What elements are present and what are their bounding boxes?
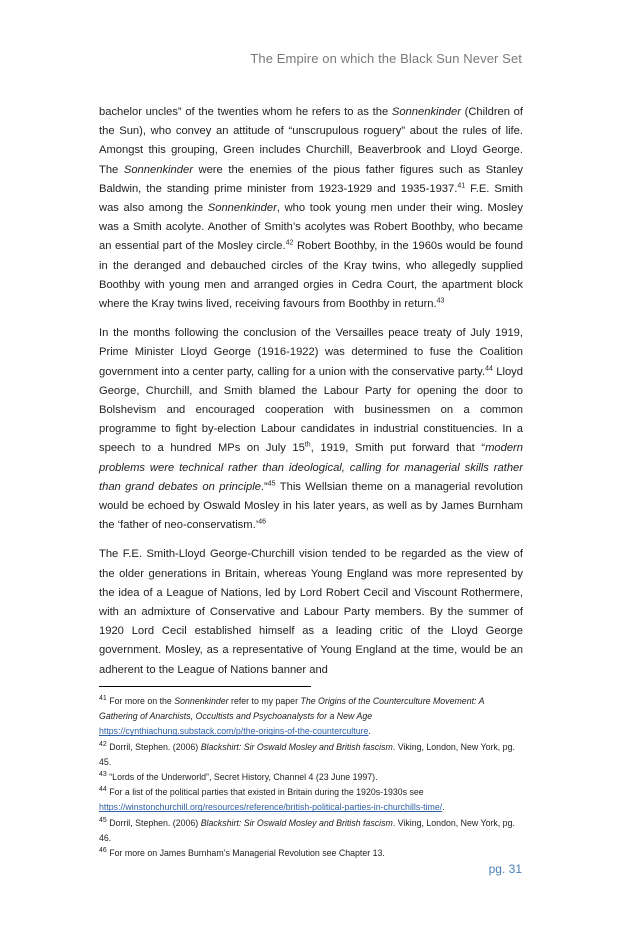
text-run: F.E. Smith was also among the [99, 182, 523, 215]
footnote [99, 816, 523, 846]
italic-text: Sonnenkinder [391, 106, 461, 118]
text-run: . Viking, London, New York, pg. 46. [99, 817, 515, 843]
text-run: , 1919, Smith put forward that “ [310, 442, 486, 455]
footnote-ref: 41 [457, 182, 466, 190]
footnote [99, 785, 523, 815]
italic-text: Sonnenkinder [123, 163, 193, 176]
paragraph [99, 103, 523, 314]
footnote-ref: 42 [99, 740, 107, 748]
footnotes [99, 694, 523, 861]
text-run: . Viking, London, New York, pg. 45. [99, 741, 515, 767]
footnote-link[interactable]: https://winstonchurchill.org/resources/reference/british-political-parties-in-churchills-time/ [99, 802, 443, 813]
text-run: , who took young men under their wing. Mosley was a Smith acolyte. Another of Smith’s acolytes was Robert Boothby, who became an essential part of the Mosley circle. [99, 202, 523, 253]
italic-text: Sonnenkinder [207, 202, 277, 215]
text-run: Dorril, Stephen. (2006) [106, 817, 201, 828]
text-run: were the enemies of the pious father figures such as Stanley Baldwin, the standing prime minister from 1923-1929 and 1935-1937. [99, 163, 524, 195]
paragraph [99, 324, 523, 535]
text-run: Robert Boothby, in the 1960s would be found in the deranged and debauched circles of the Kray twins, who allegedly supplied Boothby with young men and arranged orgies in Cedra Court, the apartment block where the Kray twins lived, receiving favours from Boothby in return. [99, 240, 524, 311]
paragraph [99, 545, 523, 679]
text-run: bachelor uncles” of the twenties whom he refers to as the [99, 106, 392, 118]
footnote-ref: 44 [99, 786, 107, 794]
text-run: In the months following the conclusion of the Versailles peace treaty of July 1919, Prime Minister Lloyd George (1916-1922) was determined to fuse the Coalition government into a center party, calling for a union with the conservative party. [99, 327, 523, 378]
italic-text: Blackshirt: Sir Oswald Mosley and British fascism [200, 741, 393, 752]
text-run: .” [260, 480, 268, 493]
running-header: The Empire on which the Black Sun Never Set [250, 51, 522, 66]
text-run: This Wellsian theme on a managerial revolution would be echoed by Oswald Mosley in his later years, as well as by James Burnham the ‘father of neo-conservatism.’ [99, 480, 523, 532]
text-run: Lloyd George, Churchill, and Smith blamed the Labour Party for opening the door to Bolshevism and encouraged cooperation with businessmen on a common programme to fight by-election Labour candidates in industrial constituencies. In a speech to a hundred MPs on July 15 [99, 365, 523, 455]
footnote [99, 770, 523, 785]
text-run: The F.E. Smith-Lloyd George-Churchill vision tended to be regarded as the view of the older generations in Britain, whereas Young England was more represented by the idea of a League of Nations, led by Lord Robert Cecil and Viscount Rothermere, with an admixture of Conservative and Labour Party members. By the summer of 1920 Lord Cecil established himself as a leading critic of the Lloyd George government. Mosley, as a representative of Young England at the time, would be an adherent to the League of Nations banner and [99, 548, 523, 676]
italic-text: The Origins of the Counterculture Movement: A Gathering of Anarchists, Occultists and Psychoanalysts for a New Age [99, 696, 485, 722]
text-run: For more on the [106, 696, 175, 706]
footnote-ref: 45 [99, 816, 107, 824]
text-run: “Lords of the Underworld”, Secret History, Channel 4 (23 June 1997). [106, 772, 378, 783]
footnote-ref: 41 [99, 695, 107, 703]
footnote-ref: th [304, 441, 311, 449]
text-run: (Children of the Sun), who convey an attitude of “unscrupulous roguery” about the rules of life. Amongst this grouping, Green includes Churchill, Beaverbrook and Lloyd George. The [99, 106, 523, 176]
text-run: For a list of the political parties that existed in Britain during the 1920s-1930s see [106, 787, 424, 798]
page-number: pg. 31 [488, 862, 522, 876]
footnote-link[interactable]: https://cynthiachung.substack.com/p/the-origins-of-the-counterculture [99, 726, 369, 737]
footnote [99, 694, 523, 740]
footnote-ref: 45 [267, 480, 276, 488]
footnote-ref: 42 [285, 239, 294, 247]
italic-text: Sonnenkinder [174, 696, 229, 706]
italic-text: Blackshirt: Sir Oswald Mosley and British fascism [200, 817, 393, 828]
footnote [99, 740, 523, 770]
footnote-separator [99, 686, 311, 687]
footnote [99, 846, 523, 861]
body-text [99, 103, 523, 690]
text-run: refer to my paper [228, 696, 301, 706]
footnote-ref: 43 [436, 297, 445, 305]
footnote-ref: 46 [258, 518, 266, 526]
text-run: For more on James Burnham’s Managerial Revolution see Chapter 13. [106, 848, 385, 859]
text-run: . [368, 726, 371, 737]
italic-text: modern problems were technical rather than ideological, calling for managerial skills rather than grand debates on principle [99, 442, 523, 493]
footnote-ref: 43 [99, 771, 107, 779]
footnote-ref: 46 [99, 847, 107, 855]
footnote-ref: 44 [485, 364, 493, 372]
text-run: Dorril, Stephen. (2006) [106, 741, 201, 752]
text-run: . [442, 802, 445, 813]
